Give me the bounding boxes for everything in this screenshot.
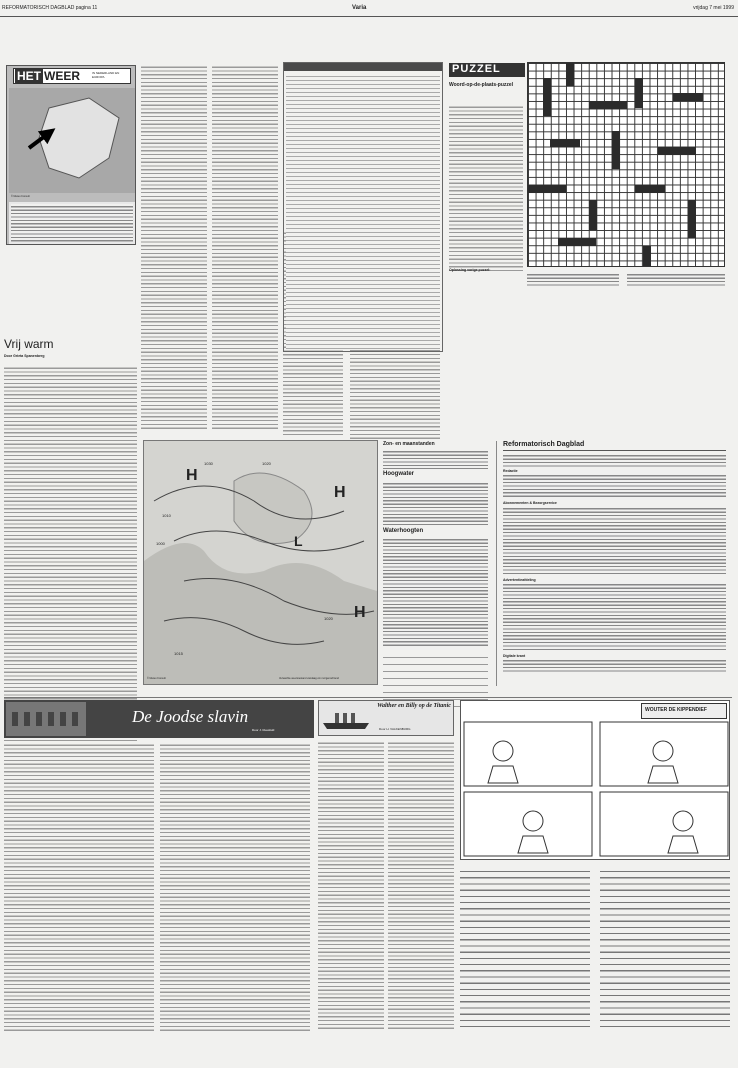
logo-het: HET (17, 69, 41, 83)
section-rule (4, 697, 732, 698)
article-vrij-warm (4, 337, 137, 358)
walther-column-1 (318, 740, 384, 1030)
comic-text (460, 866, 730, 1030)
puzzle-solution-label: Oplossing vorige puzzel: (449, 268, 491, 272)
abonnementen: Abonnementen & Bezorgservice (503, 501, 557, 506)
logo-sub: IN NEDERLAND EN EUROPA (92, 71, 120, 79)
walther-byline: Door H. VALKENBURG (379, 727, 411, 731)
serial-column-2 (160, 742, 310, 1032)
walther-title: Walther en Billy op de Titanic (377, 703, 451, 709)
page-header (0, 5, 738, 17)
article-title: Vrij warm (4, 337, 54, 351)
header-date: vrijdag 7 mei 1999 (693, 5, 734, 11)
map-high-1: H (186, 467, 198, 484)
serial-banner (4, 700, 314, 738)
header-section: Varia (352, 5, 367, 11)
weather-logo (13, 68, 131, 84)
map-credit-right: Verwachte weertoestand vandaag om morgenochtend (279, 677, 339, 680)
digitale-krant: Digitale krant (503, 653, 526, 658)
europe-weather-map (143, 440, 378, 685)
hoogwater-title: Hoogwater (383, 471, 415, 478)
logo-weer: WEER (44, 69, 80, 83)
article-body (4, 365, 137, 745)
weather-column-4 (350, 340, 440, 440)
isobar-3: 1020 (262, 461, 271, 466)
puzzle-subtitle-wrap (449, 82, 521, 94)
colophon (496, 441, 726, 686)
header-left: REFORMATORISCH DAGBLAD pagina 11 (2, 5, 98, 11)
comic-panels (463, 721, 729, 857)
serial-title: De Joodse slavin (132, 707, 249, 726)
advertenties: Advertentieafdeling (503, 577, 536, 582)
waterhoogten-title: Waterhoogten (383, 527, 424, 534)
weather-box (6, 65, 136, 245)
forecast-strip (9, 202, 135, 244)
isobar-1: 1010 (162, 513, 171, 518)
comic-title: WOUTER DE KIPPENDIEF (645, 707, 707, 713)
serial-author: Door J. Ruesfeld (252, 728, 275, 732)
puzzle-title: PUZZEL (452, 63, 501, 75)
comic-strip (460, 700, 730, 860)
europe-map-svg (144, 441, 377, 684)
isobar-6: 1015 (174, 651, 183, 656)
puzzle-solution (527, 272, 725, 286)
isobar-5: 1020 (324, 616, 333, 621)
small-map-credit: © Meteo Consult (11, 195, 30, 198)
sun-title: Zon- en maanstanden (383, 441, 435, 447)
map-high-2: H (334, 484, 346, 501)
sun-moon-section (383, 441, 488, 711)
map-low: L (294, 533, 303, 549)
colosseum-illustration (6, 702, 86, 736)
isobar-2: 1000 (156, 541, 165, 546)
weather-column-1 (141, 64, 207, 429)
puzzle-instructions (449, 104, 523, 272)
map-credit-left: © Meteo Consult (147, 677, 166, 680)
isobar-4: 1030 (204, 461, 213, 466)
serial-column-1 (4, 742, 154, 1032)
walther-banner (318, 700, 454, 736)
weather-column-2 (212, 64, 278, 429)
world-weather-table (283, 62, 443, 352)
colophon-title: Reformatorisch Dagblad (503, 441, 726, 451)
walther-column-2 (388, 740, 454, 1030)
redactie: Redactie (503, 468, 518, 473)
map-high-3: H (354, 604, 366, 621)
comic-title-box (641, 703, 727, 719)
article-byline: Door Grieta Spanenberg (4, 354, 45, 358)
puzzle-subtitle: Woord-op-de-plaats-puzzel (449, 82, 514, 88)
puzzle-title-bar (449, 63, 525, 77)
puzzle-grid (527, 62, 725, 267)
netherlands-map (9, 88, 135, 193)
titanic-ship-illustration (321, 707, 371, 731)
